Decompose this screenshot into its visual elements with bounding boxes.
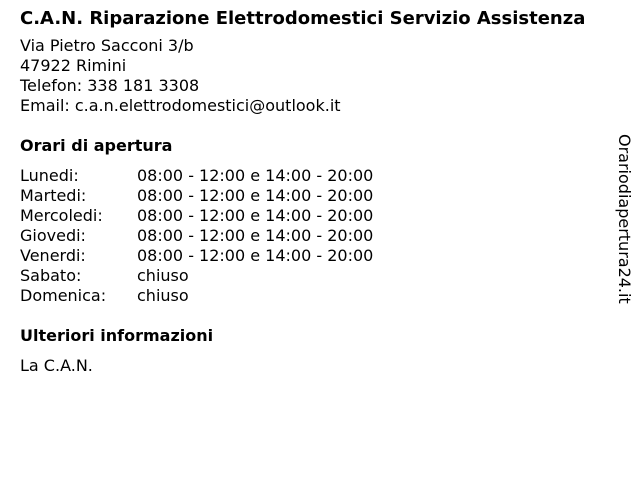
hours-row	[20, 266, 620, 286]
day-label: Mercoledi:	[20, 206, 103, 225]
day-hours: 08:00 - 12:00 e 14:00 - 20:00	[137, 166, 374, 185]
day-label: Venerdi:	[20, 246, 86, 265]
address-block	[20, 36, 620, 116]
day-hours: 08:00 - 12:00 e 14:00 - 20:00	[137, 206, 374, 225]
day-label: Domenica:	[20, 286, 107, 305]
hours-row	[20, 286, 620, 306]
email: Email: c.a.n.elettrodomestici@outlook.it	[20, 96, 341, 115]
hours-row	[20, 206, 620, 226]
hours-row	[20, 186, 620, 206]
hours-row	[20, 246, 620, 266]
hours-row	[20, 226, 620, 246]
street-address: Via Pietro Sacconi 3/b	[20, 36, 194, 55]
day-hours: chiuso	[137, 286, 189, 305]
hours-row	[20, 166, 620, 186]
city: 47922 Rimini	[20, 56, 127, 75]
day-hours: 08:00 - 12:00 e 14:00 - 20:00	[137, 226, 374, 245]
more-info-heading: Ulteriori informazioni	[20, 326, 214, 345]
business-card	[20, 8, 620, 376]
site-watermark: Orariodiapertura24.it	[615, 134, 634, 304]
day-label: Sabato:	[20, 266, 82, 285]
day-hours: 08:00 - 12:00 e 14:00 - 20:00	[137, 186, 374, 205]
business-title: C.A.N. Riparazione Elettrodomestici Servizio Assistenza	[20, 8, 586, 29]
day-label: Giovedi:	[20, 226, 86, 245]
phone: Telefon: 338 181 3308	[20, 76, 200, 95]
day-hours: 08:00 - 12:00 e 14:00 - 20:00	[137, 246, 374, 265]
day-hours: chiuso	[137, 266, 189, 285]
more-info-text: La C.A.N.	[20, 356, 93, 375]
day-label: Martedi:	[20, 186, 87, 205]
opening-hours-heading: Orari di apertura	[20, 136, 173, 155]
opening-hours-table	[20, 166, 620, 306]
day-label: Lunedi:	[20, 166, 79, 185]
